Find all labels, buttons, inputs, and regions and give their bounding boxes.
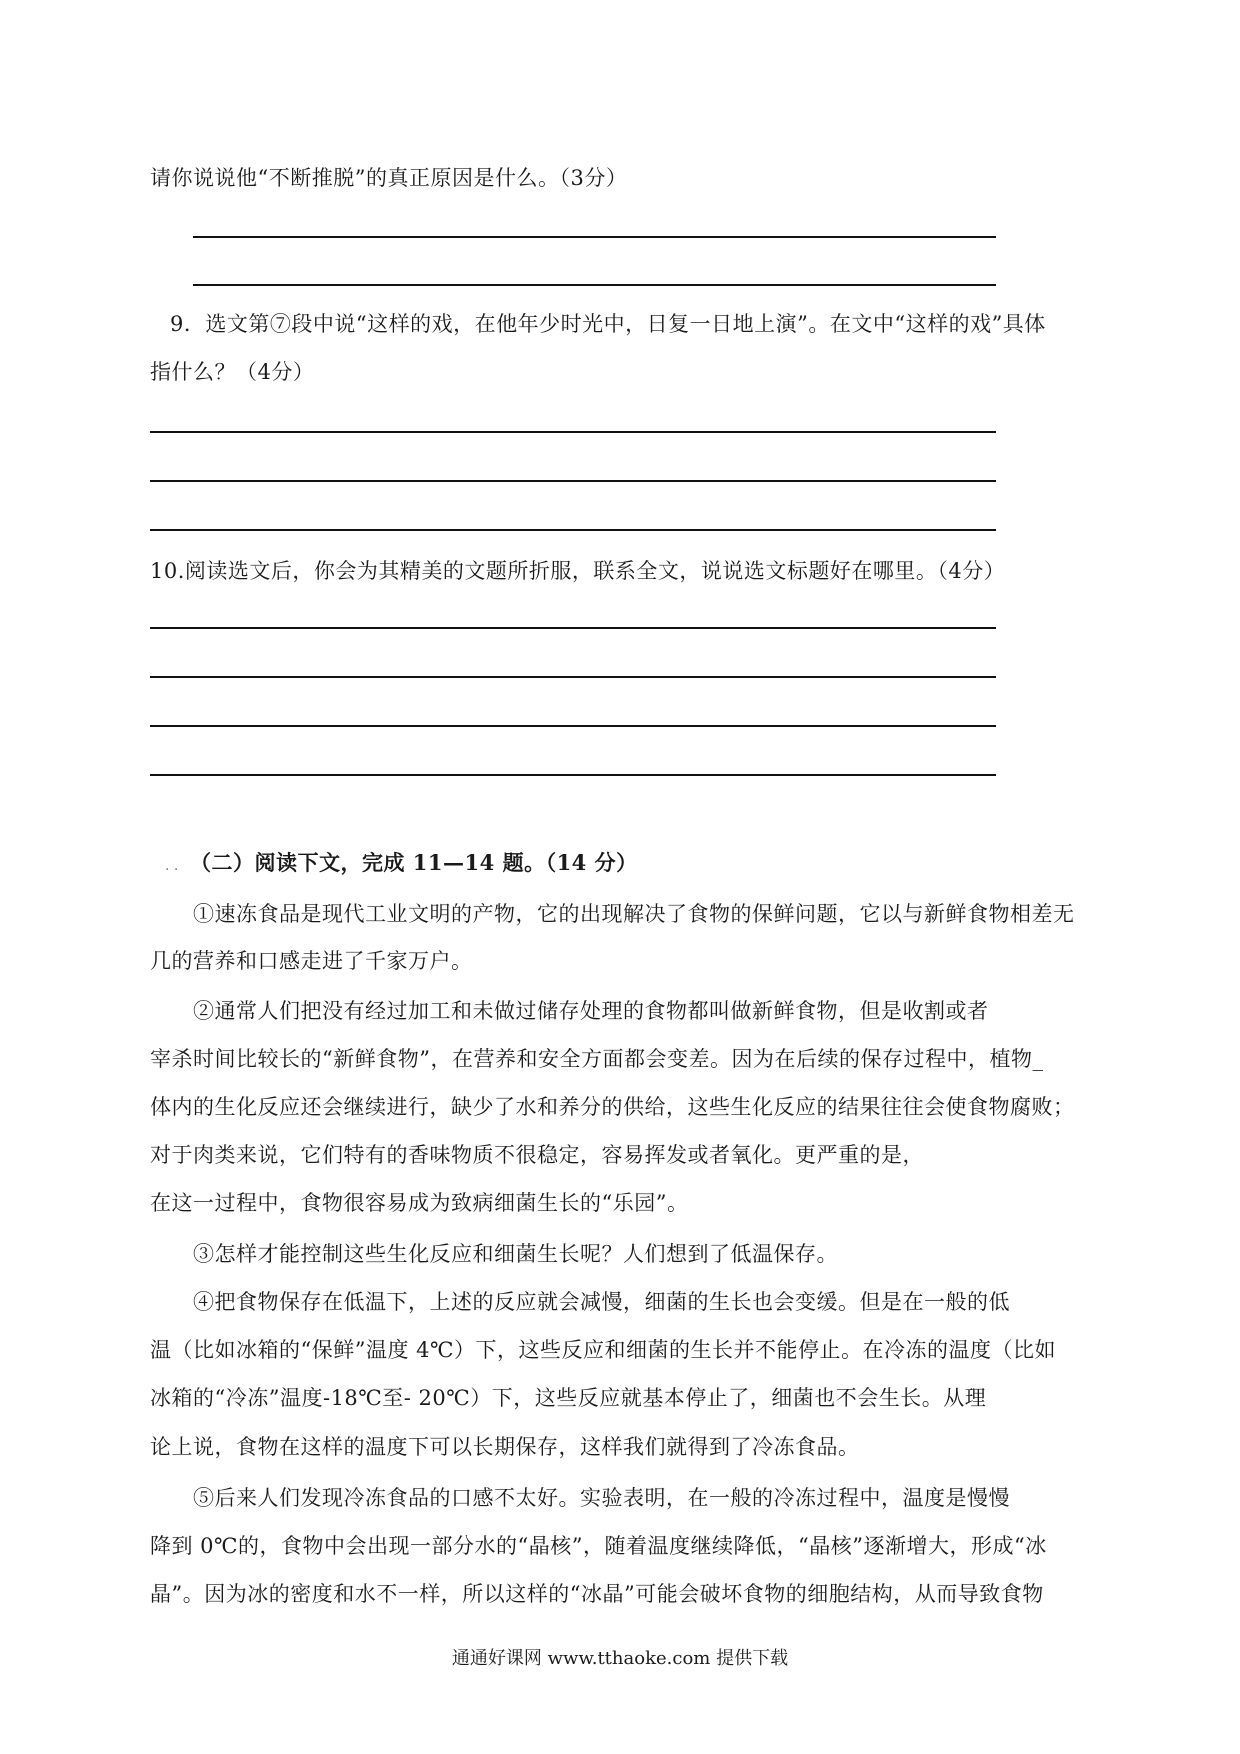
scan-artifact-dots: . .	[165, 858, 179, 874]
passage-paragraph-2-line-1: ②通常人们把没有经过加工和未做过储存处理的食物都叫做新鲜食物，但是收割或者	[193, 999, 989, 1023]
answer-line[interactable]	[150, 431, 996, 433]
passage-paragraph-4-line-1: ④把食物保存在低温下，上述的反应就会减慢，细菌的生长也会变缓。但是在一般的低	[193, 1290, 1010, 1314]
passage-paragraph-1-line-1: ①速冻食品是现代工业文明的产物，它的出现解决了食物的保鲜问题，它以与新鲜食物相差无	[193, 902, 1075, 926]
passage-paragraph-2-line-4: 对于肉类来说，它们特有的香味物质不很稳定，容易挥发或者氧化。更严重的是，	[150, 1143, 924, 1167]
passage-paragraph-5-line-3: 晶”。因为冰的密度和水不一样，所以这样的“冰晶”可能会破坏食物的细胞结构，从而导致食物	[150, 1582, 1044, 1606]
passage-paragraph-4-line-4: 论上说，食物在这样的温度下可以长期保存，这样我们就得到了冷冻食品。	[150, 1435, 860, 1459]
passage-paragraph-5-line-1: ⑤后来人们发现冷冻食品的口感不太好。实验表明，在一般的冷冻过程中，温度是慢慢	[193, 1486, 1010, 1510]
answer-line[interactable]	[150, 676, 996, 678]
section-2-heading: （二）阅读下文，完成 11—14 题。（14 分）	[190, 850, 638, 875]
passage-paragraph-4-line-2: 温（比如冰箱的“保鲜”温度 4℃）下，这些反应和细菌的生长并不能停止。在冷冻的温度（比如	[150, 1338, 1056, 1362]
answer-line[interactable]	[193, 284, 996, 286]
question-10-prompt: 10.阅读选文后，你会为其精美的文题所折服，联系全文，说说选文标题好在哪里。（4分）	[150, 559, 1006, 583]
question-8-prompt: 请你说说他“不断推脱”的真正原因是什么。（3分）	[150, 166, 628, 190]
answer-line[interactable]	[150, 774, 996, 776]
answer-line[interactable]	[193, 236, 996, 238]
answer-line[interactable]	[150, 480, 996, 482]
answer-line[interactable]	[150, 725, 996, 727]
question-9-prompt-line-1: 9．选文第⑦段中说“这样的戏，在他年少时光中，日复一日地上演”。在文中“这样的戏”具体	[170, 312, 1046, 336]
passage-paragraph-2-line-5: 在这一过程中，食物很容易成为致病细菌生长的“乐园”。	[150, 1191, 689, 1215]
passage-paragraph-2-line-2: 宰杀时间比较长的“新鲜食物”，在营养和安全方面都会变差。因为在后续的保存过程中，植物_	[150, 1047, 1044, 1071]
passage-paragraph-2-line-3: 体内的生化反应还会继续进行，缺少了水和养分的供给，这些生化反应的结果往往会使食物腐败；	[150, 1095, 1075, 1119]
answer-line[interactable]	[150, 627, 996, 629]
passage-paragraph-1-line-2: 几的营养和口感走进了千家万户。	[150, 949, 473, 973]
passage-paragraph-3-line-1: ③怎样才能控制这些生化反应和细菌生长呢？人们想到了低温保存。	[193, 1242, 838, 1266]
question-9-prompt-line-2: 指什么？（4分）	[150, 360, 315, 384]
page-footer-source: 通通好课网 www.tthaoke.com 提供下载	[451, 1648, 789, 1669]
passage-paragraph-4-line-3: 冰箱的“冷冻”温度-18℃至- 20℃）下，这些反应就基本停止了，细菌也不会生长。从理	[150, 1386, 987, 1410]
passage-paragraph-5-line-2: 降到 0℃的，食物中会出现一部分水的“晶核”，随着温度继续降低，“晶核”逐渐增大，形成“冰	[150, 1534, 1047, 1558]
answer-line[interactable]	[150, 529, 996, 531]
